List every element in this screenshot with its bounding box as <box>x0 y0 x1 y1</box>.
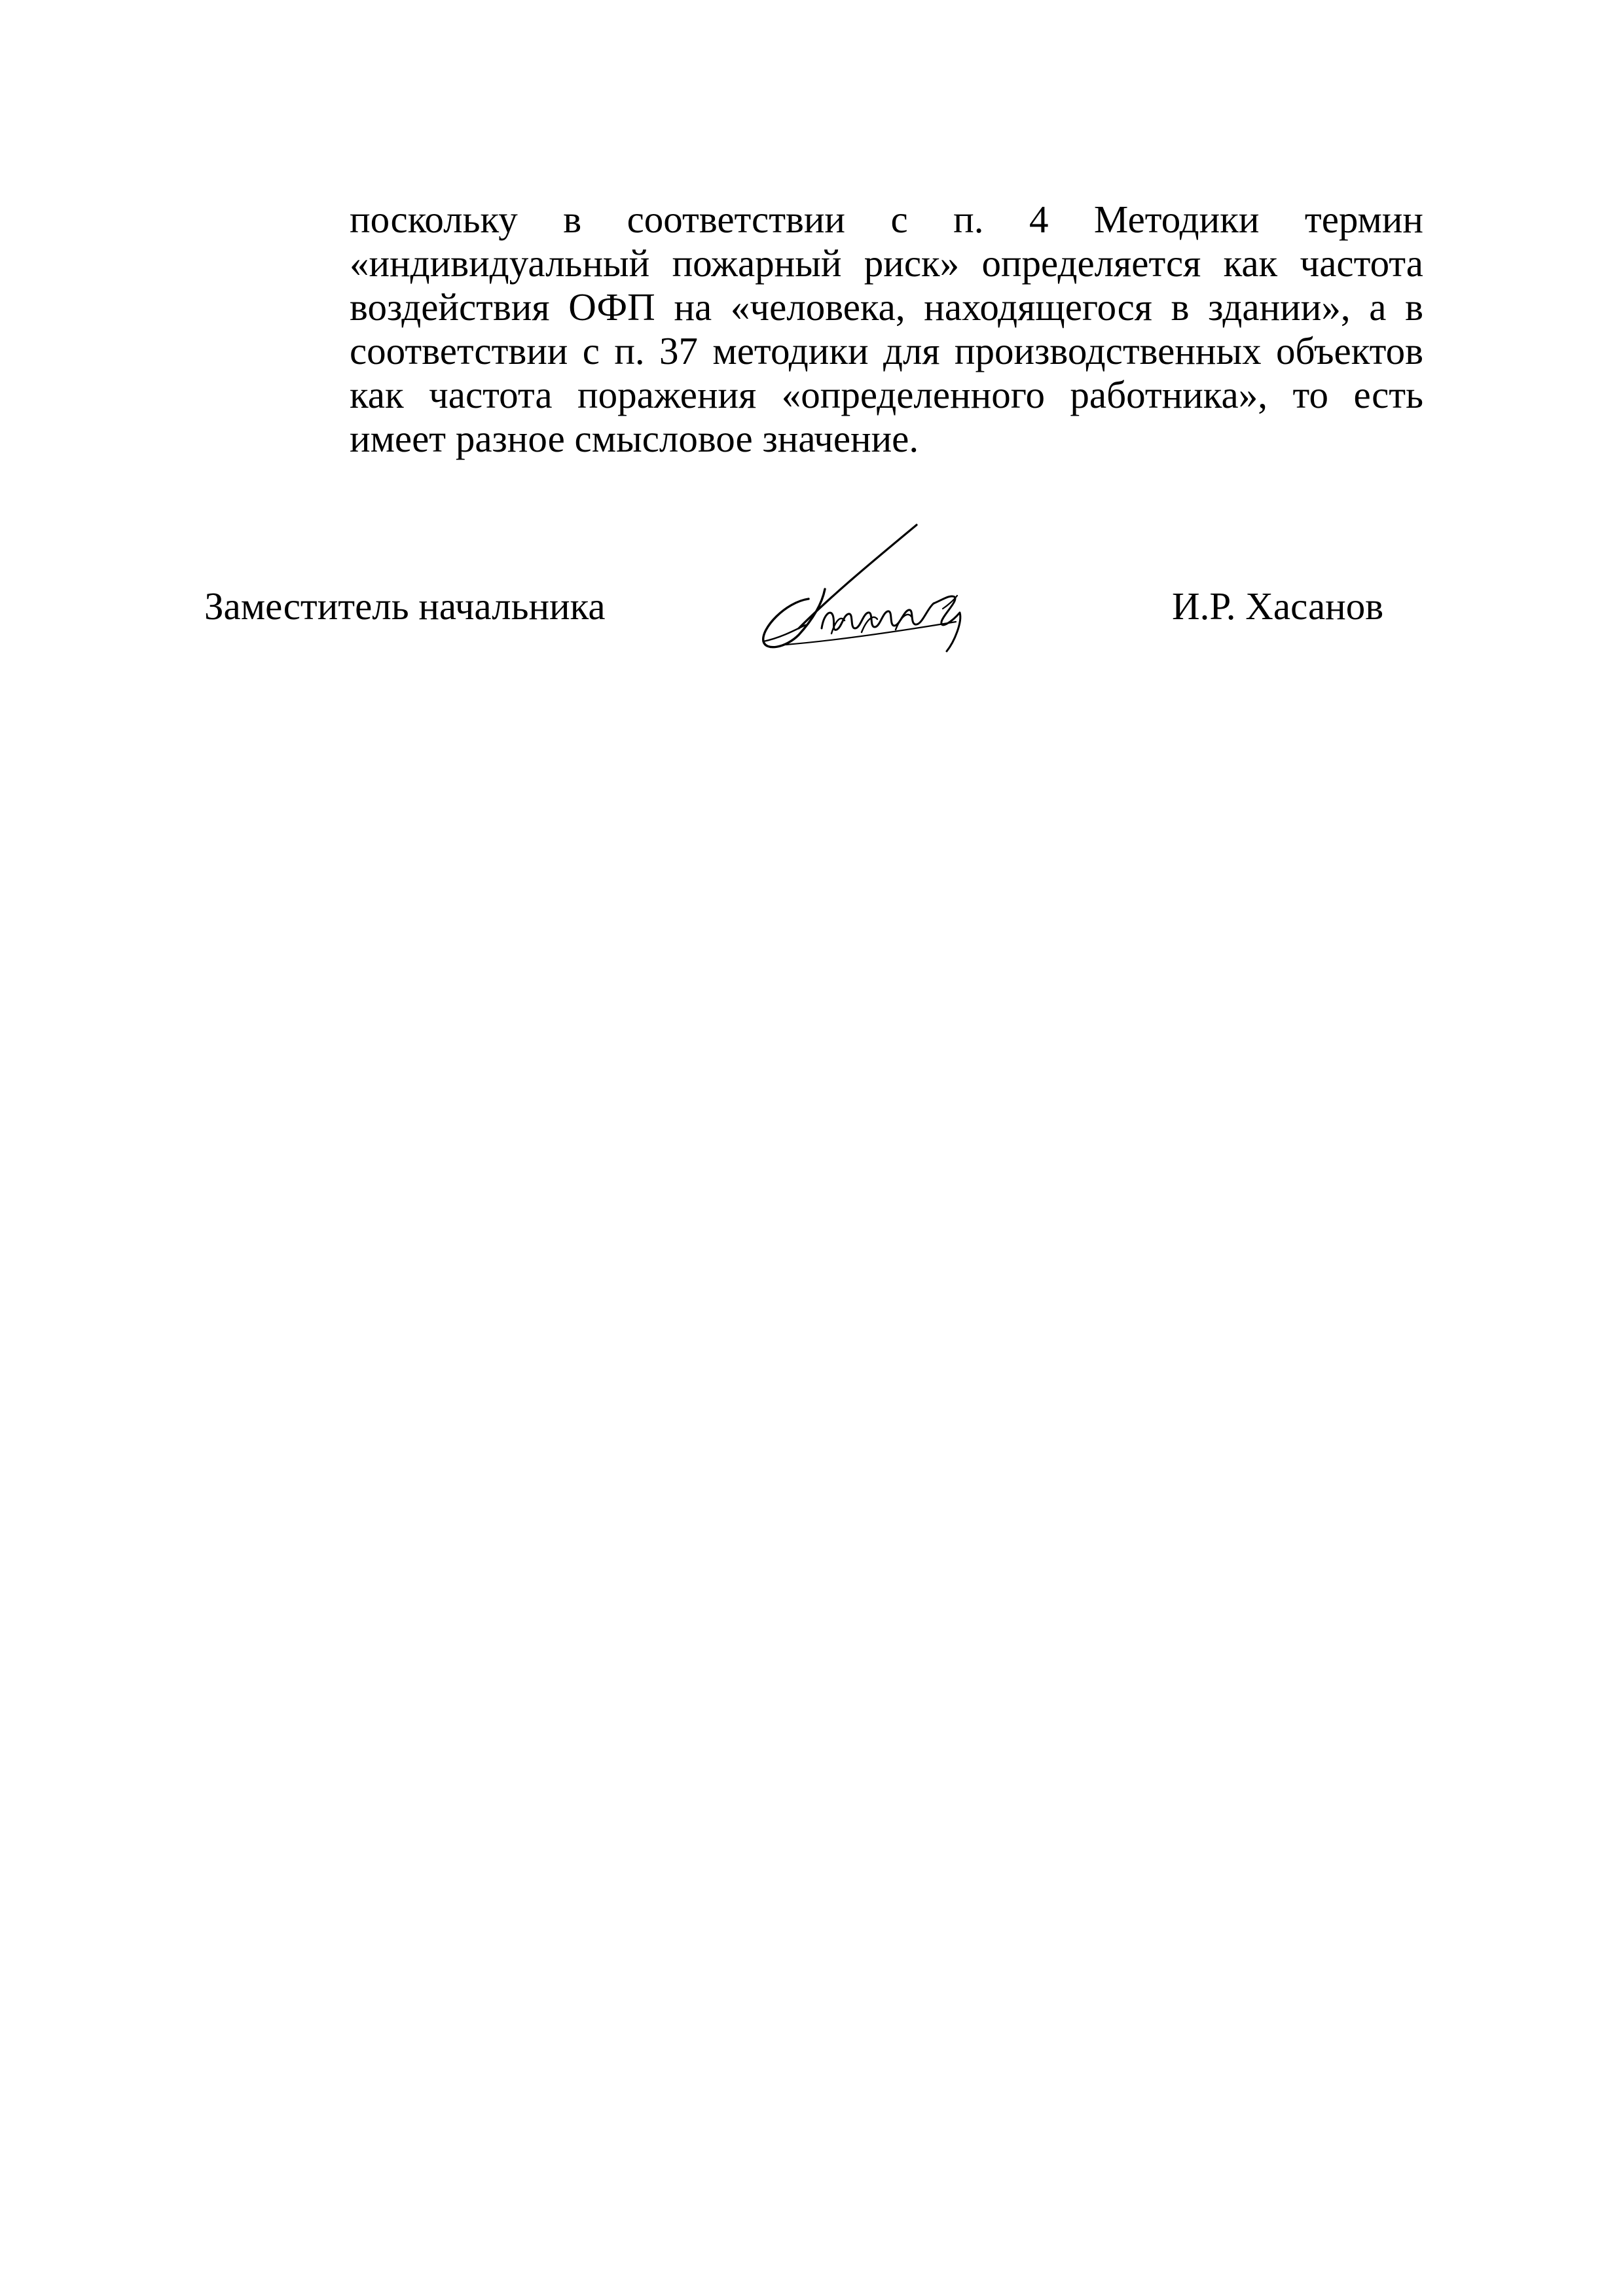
signatory-name: И.Р. Хасанов <box>1172 584 1384 628</box>
paragraph-line: воздействия ОФП на «человека, находящегося в здании», а в <box>350 285 1423 329</box>
paragraph-line: как частота поражения «определенного работника», то есть <box>350 373 1423 416</box>
paragraph-line: соответствии с п. 37 методики для производственных объектов <box>350 329 1423 372</box>
signatory-position: Заместитель начальника <box>204 584 606 628</box>
handwritten-signature-icon <box>746 517 1008 655</box>
paragraph-line: «индивидуальный пожарный риск» определяется как частота <box>350 242 1423 285</box>
paragraph-line: имеет разное смысловое значение. <box>350 417 919 460</box>
paragraph-line: поскольку в соответствии с п. 4 Методики термин <box>350 198 1423 241</box>
body-paragraph <box>350 198 1423 461</box>
